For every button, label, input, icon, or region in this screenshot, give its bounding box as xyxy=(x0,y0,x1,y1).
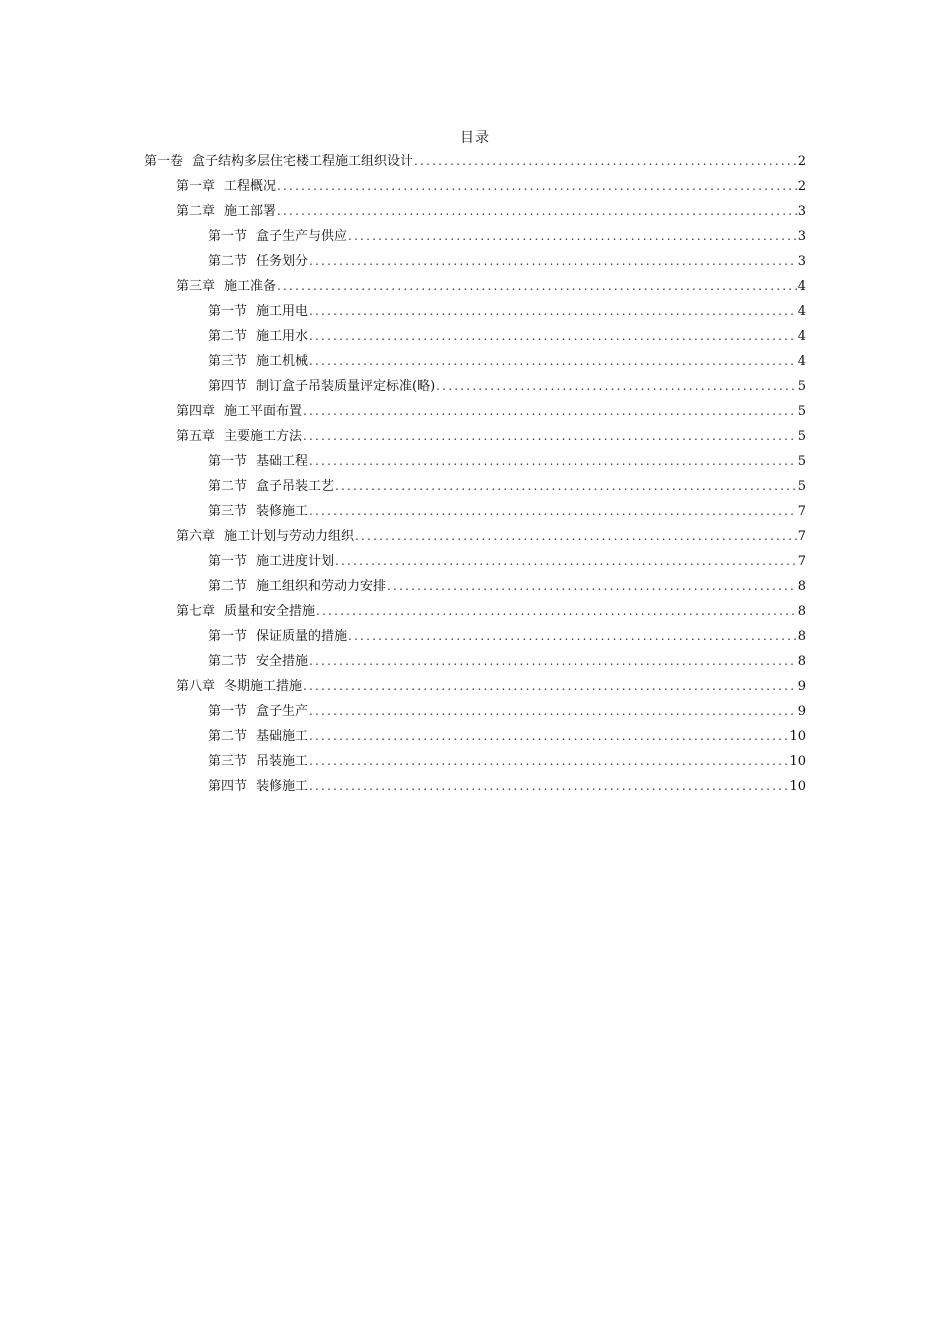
toc-page-number: 7 xyxy=(797,504,806,519)
toc-entry[interactable] xyxy=(208,249,806,274)
toc-entry-label xyxy=(208,449,309,474)
toc-entry-number: 第二节 xyxy=(208,729,248,744)
toc-dot-leader xyxy=(277,274,797,299)
toc-entry-text: 装修施工 xyxy=(256,779,309,794)
toc-entry-text: 装修施工 xyxy=(256,504,309,519)
toc-dot-leader xyxy=(277,199,797,224)
toc-page-number: 5 xyxy=(797,454,806,469)
toc-entry-number: 第六章 xyxy=(176,529,216,544)
toc-entry-number: 第四节 xyxy=(208,779,248,794)
toc-page-number: 9 xyxy=(797,679,806,694)
toc-page-number: 5 xyxy=(797,479,806,494)
toc-page-number: 3 xyxy=(797,254,806,269)
toc-entry[interactable] xyxy=(208,374,806,399)
toc-entry-label xyxy=(208,574,387,599)
toc-entry[interactable] xyxy=(176,199,806,224)
toc-dot-leader xyxy=(309,749,788,774)
toc-entry-label xyxy=(208,474,335,499)
toc-dot-leader xyxy=(309,249,797,274)
toc-entry-label xyxy=(176,199,277,224)
toc-dot-leader xyxy=(309,324,797,349)
toc-entry-label xyxy=(208,624,348,649)
toc-entry[interactable] xyxy=(208,724,806,749)
toc-entry-number: 第一节 xyxy=(208,229,248,244)
toc-entry-label xyxy=(176,524,355,549)
toc-page-number: 8 xyxy=(797,654,806,669)
toc-entry-label xyxy=(208,349,309,374)
toc-entry[interactable] xyxy=(144,149,806,174)
toc-dot-leader xyxy=(309,499,797,524)
toc-entry-label xyxy=(208,774,309,799)
toc-page-number: 7 xyxy=(797,554,806,569)
toc-entry-number: 第五章 xyxy=(176,429,216,444)
toc-dot-leader xyxy=(303,424,797,449)
toc-page-number: 4 xyxy=(797,329,806,344)
toc-entry-number: 第一卷 xyxy=(144,154,184,169)
toc-entry[interactable] xyxy=(208,649,806,674)
toc-page-number: 7 xyxy=(797,529,806,544)
toc-page-number: 10 xyxy=(789,779,806,794)
toc-page-number: 8 xyxy=(797,579,806,594)
toc-entry[interactable] xyxy=(208,224,806,249)
toc-entry-text: 制订盒子吊装质量评定标准(略) xyxy=(256,379,436,394)
toc-entry-label xyxy=(208,249,309,274)
toc-entry-text: 基础工程 xyxy=(256,454,309,469)
toc-entry-text: 盒子生产 xyxy=(256,704,309,719)
toc-entry-number: 第八章 xyxy=(176,679,216,694)
toc-entry-label xyxy=(208,749,309,774)
toc-entry-number: 第二节 xyxy=(208,329,248,344)
toc-entry[interactable] xyxy=(176,174,806,199)
toc-entry-label xyxy=(208,299,309,324)
toc-entry-text: 盒子生产与供应 xyxy=(256,229,348,244)
toc-entry-number: 第四章 xyxy=(176,404,216,419)
toc-entry-text: 安全措施 xyxy=(256,654,309,669)
toc-dot-leader xyxy=(309,349,797,374)
toc-page-number: 3 xyxy=(797,229,806,244)
toc-entry-number: 第二章 xyxy=(176,204,216,219)
toc-entry-text: 主要施工方法 xyxy=(224,429,303,444)
toc-entry[interactable] xyxy=(176,524,806,549)
toc-entry-number: 第一章 xyxy=(176,179,216,194)
toc-dot-leader xyxy=(348,624,797,649)
toc-entry-label xyxy=(176,399,303,424)
toc-entry-number: 第一节 xyxy=(208,704,248,719)
toc-entry[interactable] xyxy=(208,324,806,349)
toc-entry-label xyxy=(208,224,348,249)
toc-entry[interactable] xyxy=(208,449,806,474)
toc-entry[interactable] xyxy=(176,599,806,624)
toc-entry-label xyxy=(208,724,309,749)
toc-entry-number: 第一节 xyxy=(208,304,248,319)
toc-entry-text: 基础施工 xyxy=(256,729,309,744)
toc-entry[interactable] xyxy=(176,274,806,299)
toc-dot-leader xyxy=(414,149,797,174)
toc-entry-text: 施工进度计划 xyxy=(256,554,335,569)
toc-entry-label xyxy=(144,149,414,174)
toc-page-number: 2 xyxy=(797,154,806,169)
toc-entry-number: 第二节 xyxy=(208,254,248,269)
toc-entry-text: 盒子结构多层住宅楼工程施工组织设计 xyxy=(192,154,414,169)
toc-dot-leader xyxy=(309,724,788,749)
toc-entry-number: 第三节 xyxy=(208,354,248,369)
toc-list xyxy=(0,149,950,799)
toc-entry-text: 施工准备 xyxy=(224,279,277,294)
toc-entry-number: 第二节 xyxy=(208,579,248,594)
toc-entry-text: 施工部署 xyxy=(224,204,277,219)
toc-entry-number: 第一节 xyxy=(208,629,248,644)
toc-entry[interactable] xyxy=(208,299,806,324)
toc-entry[interactable] xyxy=(208,774,806,799)
toc-dot-leader xyxy=(309,299,797,324)
toc-dot-leader xyxy=(335,549,797,574)
toc-entry-text: 施工计划与劳动力组织 xyxy=(224,529,355,544)
toc-page-number: 5 xyxy=(797,379,806,394)
toc-entry-number: 第三节 xyxy=(208,754,248,769)
toc-entry-text: 任务划分 xyxy=(256,254,309,269)
toc-entry-text: 施工用电 xyxy=(256,304,309,319)
toc-entry-text: 盒子吊装工艺 xyxy=(256,479,335,494)
toc-dot-leader xyxy=(309,649,797,674)
toc-dot-leader xyxy=(348,224,797,249)
toc-dot-leader xyxy=(309,449,797,474)
toc-entry[interactable] xyxy=(176,424,806,449)
toc-entry-label xyxy=(208,499,309,524)
toc-page-number: 8 xyxy=(797,604,806,619)
toc-entry[interactable] xyxy=(208,499,806,524)
toc-title: 目录 xyxy=(460,130,490,146)
toc-page-number: 8 xyxy=(797,629,806,644)
toc-entry[interactable] xyxy=(208,574,806,599)
toc-entry-number: 第一节 xyxy=(208,554,248,569)
toc-entry-text: 施工机械 xyxy=(256,354,309,369)
toc-page-number: 10 xyxy=(789,754,806,769)
toc-entry[interactable] xyxy=(208,349,806,374)
toc-dot-leader xyxy=(277,174,797,199)
toc-entry[interactable] xyxy=(208,749,806,774)
toc-entry-number: 第七章 xyxy=(176,604,216,619)
toc-entry-number: 第二节 xyxy=(208,479,248,494)
toc-entry[interactable] xyxy=(208,549,806,574)
toc-entry-text: 施工平面布置 xyxy=(224,404,303,419)
toc-entry-number: 第一节 xyxy=(208,454,248,469)
toc-page-number: 4 xyxy=(797,354,806,369)
toc-entry-text: 施工组织和劳动力安排 xyxy=(256,579,387,594)
toc-entry-text: 质量和安全措施 xyxy=(224,604,316,619)
toc-entry-text: 工程概况 xyxy=(224,179,277,194)
toc-entry-label xyxy=(176,274,277,299)
toc-page-number: 3 xyxy=(797,204,806,219)
toc-dot-leader xyxy=(309,699,797,724)
toc-entry[interactable] xyxy=(208,474,806,499)
toc-page-number: 9 xyxy=(797,704,806,719)
toc-dot-leader xyxy=(387,574,797,599)
toc-entry-text: 施工用水 xyxy=(256,329,309,344)
toc-entry-label xyxy=(176,424,303,449)
toc-entry-number: 第四节 xyxy=(208,379,248,394)
toc-dot-leader xyxy=(309,774,788,799)
toc-dot-leader xyxy=(335,474,797,499)
toc-dot-leader xyxy=(355,524,797,549)
toc-entry[interactable] xyxy=(176,674,806,699)
toc-entry-label xyxy=(176,174,277,199)
toc-entry-number: 第三节 xyxy=(208,504,248,519)
toc-entry-text: 保证质量的措施 xyxy=(256,629,348,644)
toc-entry[interactable] xyxy=(208,624,806,649)
toc-dot-leader xyxy=(436,374,797,399)
toc-entry-number: 第三章 xyxy=(176,279,216,294)
toc-entry-text: 吊装施工 xyxy=(256,754,309,769)
toc-entry-label xyxy=(208,324,309,349)
toc-entry-label xyxy=(176,599,316,624)
toc-entry-label xyxy=(208,374,436,399)
toc-page-number: 10 xyxy=(789,729,806,744)
toc-page-number: 5 xyxy=(797,404,806,419)
toc-dot-leader xyxy=(303,399,797,424)
toc-dot-leader xyxy=(316,599,797,624)
toc-page-number: 4 xyxy=(797,279,806,294)
toc-entry-label xyxy=(208,699,309,724)
toc-page-number: 5 xyxy=(797,429,806,444)
toc-entry[interactable] xyxy=(176,399,806,424)
toc-dot-leader xyxy=(303,674,797,699)
toc-entry-number: 第二节 xyxy=(208,654,248,669)
toc-page-number: 2 xyxy=(797,179,806,194)
toc-entry-label xyxy=(176,674,303,699)
toc-entry-label xyxy=(208,649,309,674)
toc-entry[interactable] xyxy=(208,699,806,724)
toc-entry-label xyxy=(208,549,335,574)
toc-page-number: 4 xyxy=(797,304,806,319)
toc-entry-text: 冬期施工措施 xyxy=(224,679,303,694)
